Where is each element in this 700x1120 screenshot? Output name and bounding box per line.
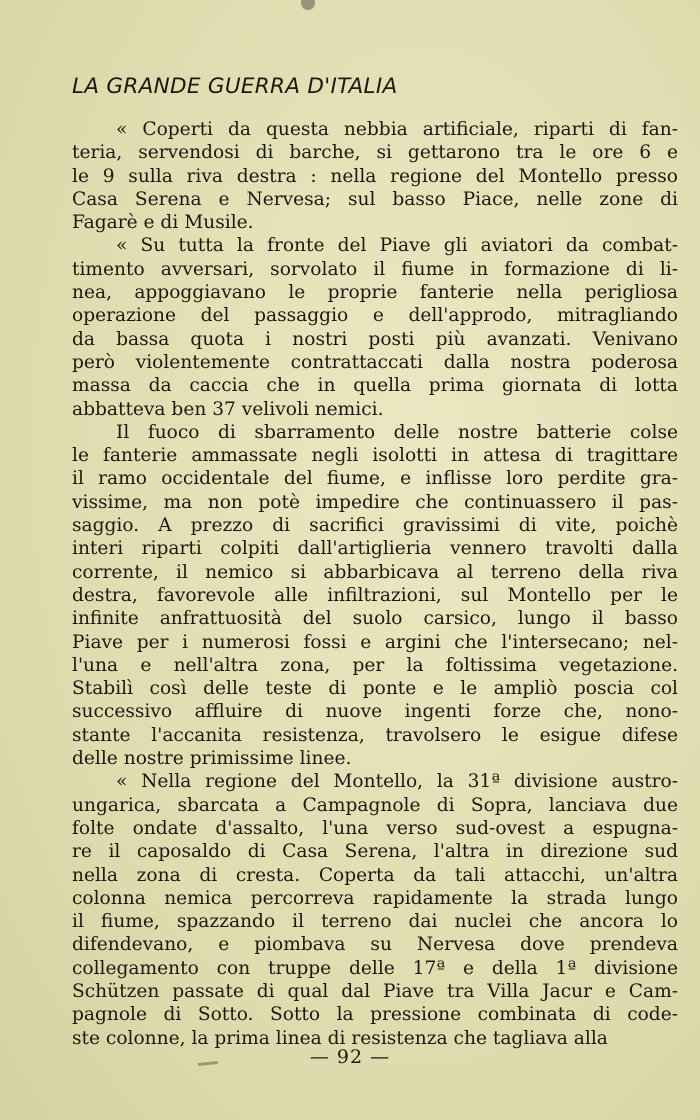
text-line: « Nella regione del Montello, la 31ª divisione austro-: [116, 771, 678, 793]
text-line: le 9 sulla riva destra : nella regione del Montello presso: [72, 165, 678, 187]
text-line: Piave per i numerosi fossi e argini che l'intersecano; nel-: [72, 631, 678, 653]
paragraph: [72, 234, 678, 420]
text-line: destra, favorevole alle infiltrazioni, sul Montello per le: [72, 584, 678, 606]
running-head: LA GRANDE GUERRA D'ITALIA: [72, 74, 398, 99]
paragraph: [72, 118, 678, 234]
text-line: però violentemente contrattaccati dalla nostra poderosa: [72, 351, 678, 373]
text-line: interi riparti colpiti dall'artiglieria vennero travolti dalla: [72, 538, 678, 560]
text-line: l'una e nell'altra zona, per la foltissima vegetazione.: [72, 654, 678, 676]
text-line: infinite anfrattuosità del suolo carsico, lungo il basso: [72, 608, 678, 630]
text-line: il fiume, spazzando il terreno dai nuclei che ancora lo: [72, 911, 678, 933]
paragraph: [72, 421, 678, 770]
text-line: corrente, il nemico si abbarbicava al terreno della riva: [72, 561, 678, 583]
text-line: delle nostre primissime linee.: [72, 748, 352, 770]
text-line: ste colonne, la prima linea di resistenza che tagliava alla: [72, 1027, 608, 1049]
text-line: Stabilì così delle teste di ponte e le ampliò poscia col: [72, 678, 678, 700]
text-line: stante l'accanita resistenza, travolsero le esigue difese: [72, 724, 678, 746]
text-line: operazione del passaggio e dell'approdo, mitragliando: [72, 305, 678, 327]
text-line: collegamento con truppe delle 17ª e della 1ª divisione: [72, 957, 678, 979]
text-line: timento avversari, sorvolato il fiume in formazione di li-: [72, 258, 678, 280]
text-line: « Coperti da questa nebbia artificiale, riparti di fan-: [116, 119, 678, 140]
text-line: successivo affluire di nuove ingenti forze che, nono-: [72, 701, 678, 723]
text-line: Il fuoco di sbarramento delle nostre batterie colse: [116, 421, 678, 443]
text-line: nea, appoggiavano le proprie fanterie nella perigliosa: [72, 282, 678, 304]
text-line: le fanterie ammassate negli isolotti in attesa di tragittare: [72, 445, 678, 467]
text-line: nella zona di cresta. Coperta da tali attacchi, un'altra: [72, 864, 678, 886]
text-line: saggio. A prezzo di sacrifici gravissimi di vite, poichè: [72, 515, 678, 537]
paragraph: [72, 770, 678, 1050]
text-line: abbatteva ben 37 velivoli nemici.: [72, 398, 384, 420]
body-text: [72, 118, 678, 1050]
text-line: folte ondate d'assalto, l'una verso sud-ovest a espugna-: [72, 817, 678, 839]
text-line: difendevano, e piombava su Nervesa dove prendeva: [72, 934, 678, 956]
text-line: ungarica, sbarcata a Campagnole di Sopra, lanciava due: [72, 794, 678, 816]
text-line: Casa Serena e Nervesa; sul basso Piace, nelle zone di: [72, 188, 678, 210]
text-line: colonna nemica percorreva rapidamente la strada lungo: [72, 887, 678, 909]
text-line: massa da caccia che in quella prima giornata di lotta: [72, 375, 678, 397]
text-line: teria, servendosi di barche, si gettarono tra le ore 6 e: [72, 142, 678, 164]
text-line: da bassa quota i nostri posti più avanzati. Venivano: [72, 328, 678, 350]
text-line: il ramo occidentale del fiume, e inflisse loro perdite gra-: [72, 468, 678, 490]
text-line: Fagarè e di Musile.: [72, 212, 254, 234]
text-line: « Su tutta la fronte del Piave gli aviatori da combat-: [116, 235, 678, 257]
ink-spot: [301, 0, 315, 10]
text-line: Schützen passate di qual dal Piave tra Villa Jacur e Cam-: [72, 980, 678, 1002]
text-line: vissime, ma non potè impedire che continuassero il pas-: [72, 491, 678, 513]
text-line: pagnole di Sotto. Sotto la pressione combinata di code-: [72, 1004, 678, 1026]
page-number: — 92 —: [309, 1046, 391, 1068]
text-line: re il caposaldo di Casa Serena, l'altra in direzione sud: [72, 841, 678, 863]
